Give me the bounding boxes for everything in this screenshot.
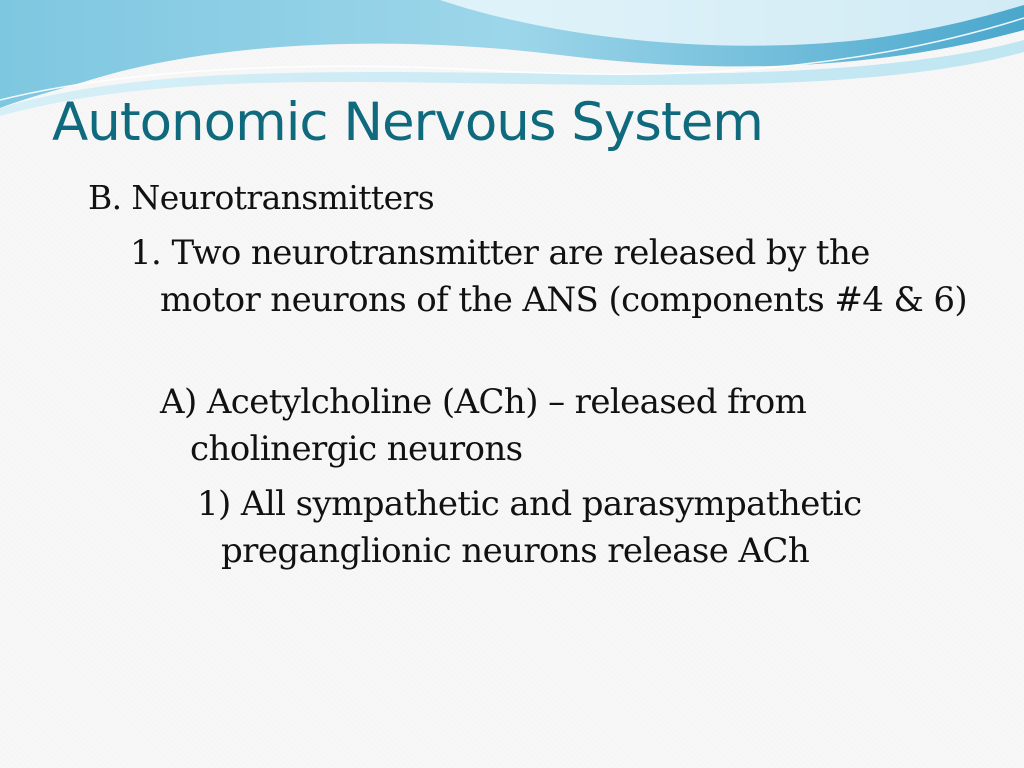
- outline-point-1a: A) Acetylcholine (ACh) – released from cholinergic neurons: [160, 382, 807, 469]
- outline-section-heading: B. Neurotransmitters: [88, 178, 435, 217]
- slide-title: Autonomic Nervous System: [52, 92, 763, 153]
- outline-point-1: 1. Two neurotransmitter are released by the motor neurons of the ANS (components #4 & 6): [130, 233, 968, 320]
- outline-point-1a1: 1) All sympathetic and parasympathetic preganglionic neurons release ACh: [197, 484, 862, 571]
